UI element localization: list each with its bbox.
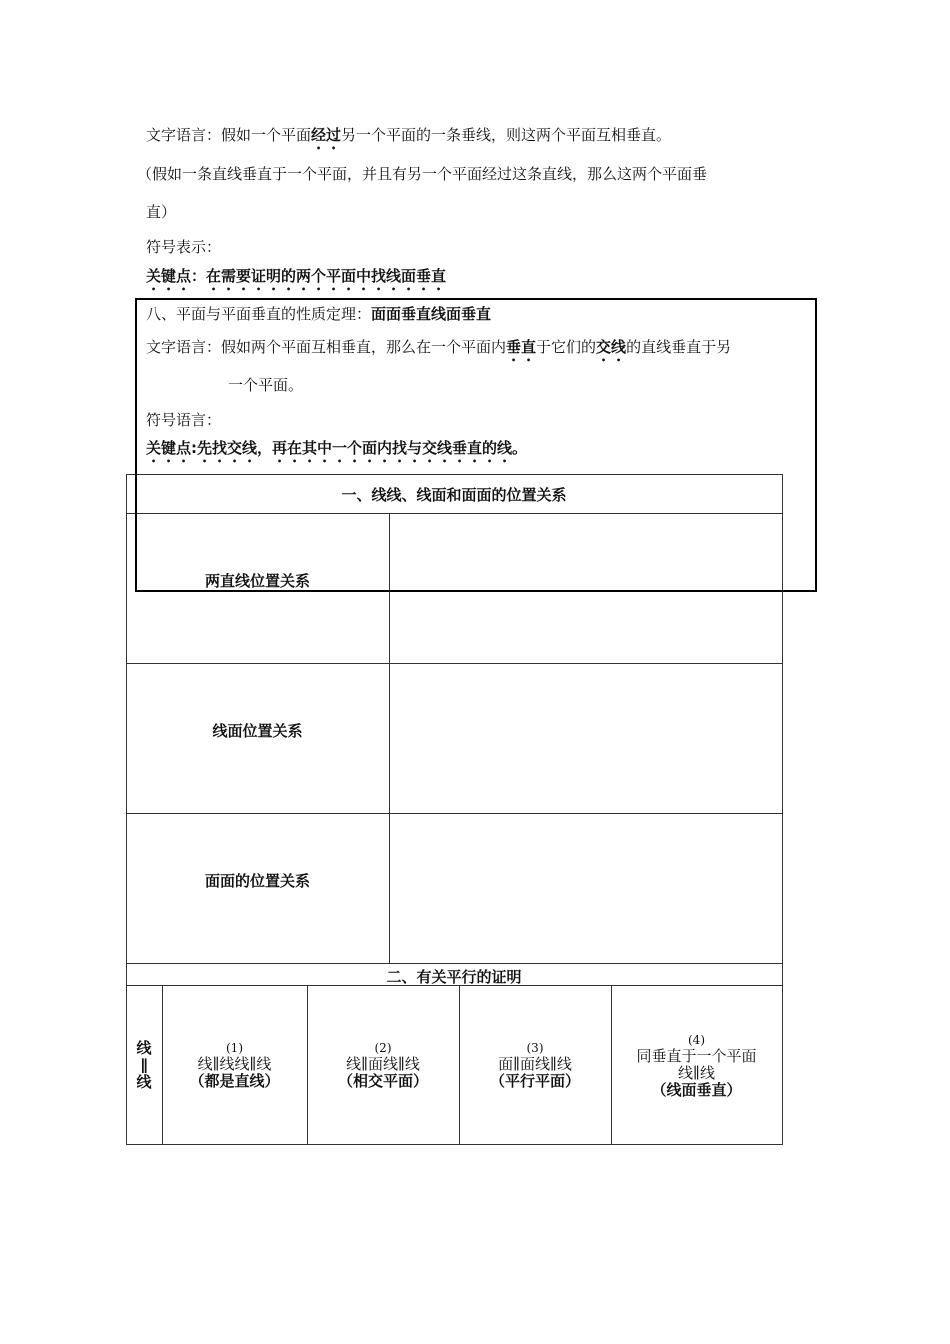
side-char-3: 线 bbox=[136, 1073, 152, 1091]
symbol-label: 符号表示： bbox=[146, 238, 222, 256]
section8-text-line2: 一个平面。 bbox=[228, 376, 304, 394]
proof-cell-1-text: 线∥线线∥线 bbox=[197, 1055, 272, 1073]
section8-text-c: 的直线垂直于另 bbox=[626, 338, 732, 356]
proof-cell-2-condition: （相交平面） bbox=[337, 1072, 428, 1090]
proof-cell-3-text: 面∥面线∥线 bbox=[498, 1055, 572, 1073]
section8-symbol: 符号语言： bbox=[146, 411, 222, 429]
text-lead: 文字语言：假如一个平面 bbox=[146, 126, 312, 144]
proof-cell-3-condition: （平行平面） bbox=[489, 1072, 580, 1090]
proof-cell-2-text: 线∥面线∥线 bbox=[346, 1055, 420, 1073]
row-label-plane-plane: 面面的位置关系 bbox=[204, 872, 310, 890]
proof-cell-4-condition: （线面垂直） bbox=[651, 1081, 742, 1099]
row-label-two-lines: 两直线位置关系 bbox=[204, 572, 310, 590]
paragraph-explanation-line1: （假如一条直线垂直于一个平面，并且有另一个平面经过这条直线，那么这两个平面垂 bbox=[137, 165, 708, 183]
table-header-parallel-proofs: 二、有关平行的证明 bbox=[386, 968, 522, 986]
key-point: 关键点：在需要证明的两个平面中找线面垂直 bbox=[146, 267, 447, 285]
proof-cell-1-number: (1) bbox=[226, 1041, 243, 1055]
proof-cell-2-number: (2) bbox=[374, 1041, 392, 1055]
proof-cell-4-text-2: 线∥线 bbox=[678, 1064, 715, 1082]
paragraph-explanation-line2: 直） bbox=[146, 203, 177, 221]
section8-key-point: 关键点:先找交线，再在其中一个面内找与交线垂直的线。 bbox=[146, 439, 528, 457]
proof-cell-4 bbox=[611, 1033, 782, 1099]
section8-title bbox=[146, 303, 491, 324]
paragraph-text-language bbox=[146, 124, 671, 153]
section8-emph-intersection: 交线 bbox=[596, 338, 627, 356]
text-emphasis: 经过 bbox=[311, 126, 342, 144]
side-label-line-parallel-line bbox=[126, 1040, 162, 1091]
table-header-positions: 一、线线、线面和面面的位置关系 bbox=[341, 486, 567, 504]
text-rest: 另一个平面的一条垂线，则这两个平面互相垂直。 bbox=[341, 126, 672, 144]
proof-cell-4-text: 同垂直于一个平面 bbox=[636, 1047, 757, 1065]
side-char-1: 线 bbox=[136, 1039, 152, 1057]
side-char-2: ∥ bbox=[140, 1056, 148, 1074]
proof-cell-3-number: (3) bbox=[526, 1041, 544, 1055]
row-label-line-plane: 线面位置关系 bbox=[212, 722, 303, 740]
proof-cell-1-condition: （都是直线） bbox=[189, 1072, 280, 1090]
section8-title-prefix: 八、平面与平面垂直的性质定理： bbox=[146, 305, 372, 323]
section8-emph-perpendicular: 垂直 bbox=[506, 338, 537, 356]
proof-cell-3 bbox=[459, 1041, 611, 1090]
proof-cell-4-number: (4) bbox=[688, 1033, 705, 1047]
section8-title-bold: 面面垂直线面垂直 bbox=[371, 305, 492, 323]
proof-cell-2 bbox=[307, 1041, 459, 1090]
section8-text-line1 bbox=[146, 336, 731, 365]
proof-cell-1 bbox=[162, 1041, 307, 1090]
section8-text-b: 于它们的 bbox=[536, 338, 597, 356]
section8-text-a: 文字语言：假如两个平面互相垂直，那么在一个平面内 bbox=[146, 338, 507, 356]
